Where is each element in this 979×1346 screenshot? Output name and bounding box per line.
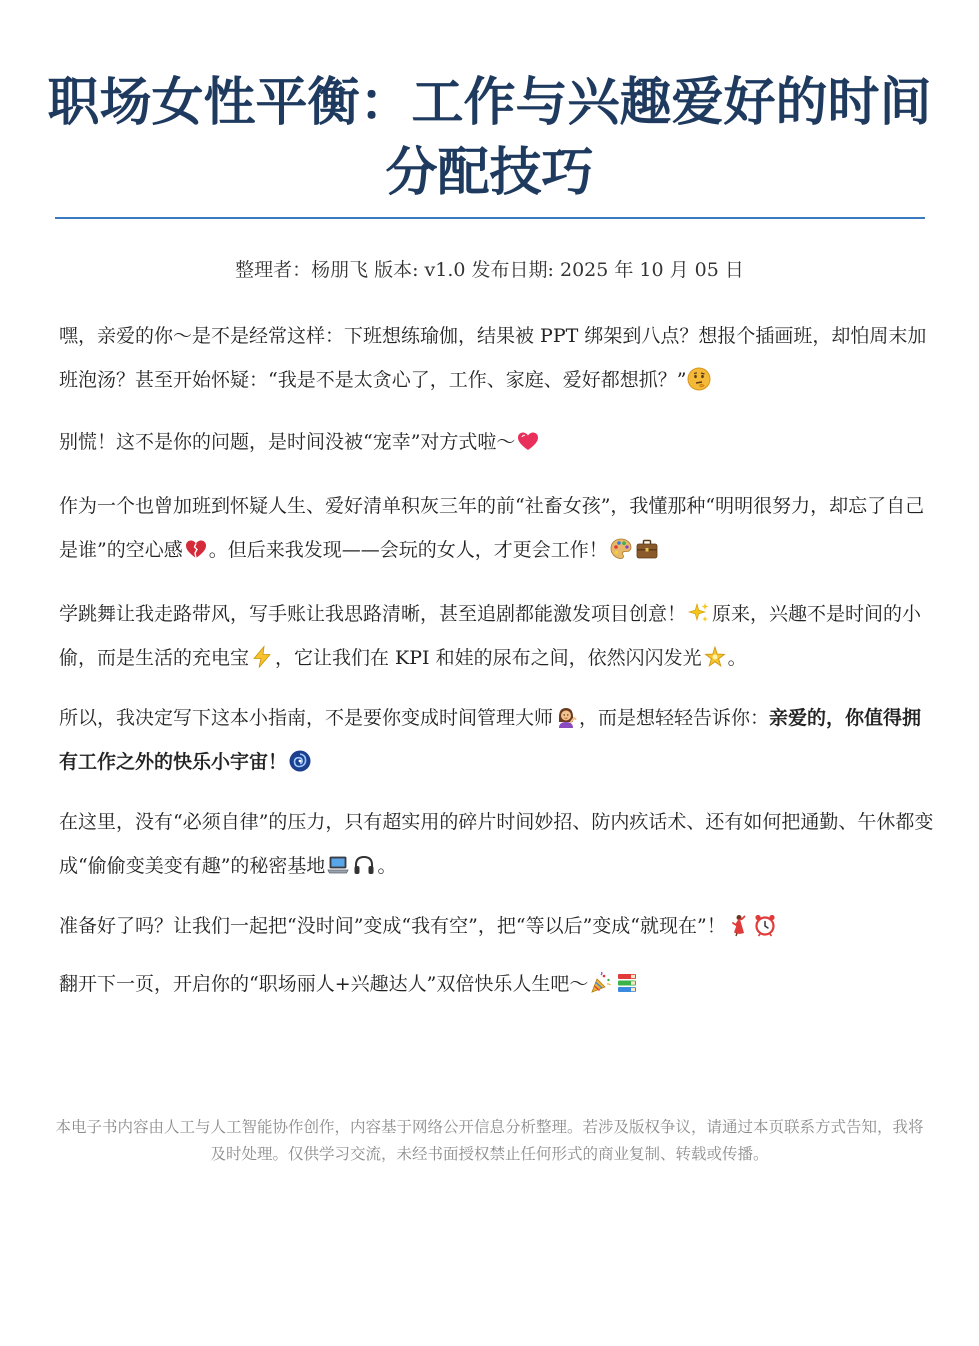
paragraph-8-text: 翻开下一页，开启你的“职场丽人+兴趣达人”双倍快乐人生吧～ [59,973,589,995]
paragraph-6-text-a: 在这里，没有“必须自律”的压力，只有超实用的碎片时间妙招、防内疚话术、还有如何把通勤、午休都变成“偷偷变美变有趣”的秘密基地 [59,811,934,877]
palette-icon [609,537,633,561]
paragraph-4-text-a: 学跳舞让我走路带风，写手账让我思路清晰，甚至追剧都能激发项目创意！ [59,603,687,625]
paragraph-5 [59,696,934,784]
paragraph-2-text: 别慌！这不是你的问题，是时间没被“宠幸”对方式啦～ [59,431,516,453]
paragraph-5-text-b: ，而是想轻轻告诉你： [579,707,770,729]
thinking-face-icon [687,367,711,391]
paragraph-4-text-b: 原来，兴趣不是时间的小偷，而是生活的充电宝 [59,603,922,669]
paragraph-1-text: 嘿，亲爱的你～是不是经常这样：下班想练瑜伽，结果被 PPT 绑架到八点？想报个插画班，却怕周末加班泡汤？甚至开始怀疑：“我是不是太贪心了，工作、家庭、爱好都想抓？” [59,325,927,391]
sparkling-heart-icon [516,429,540,453]
paragraph-5-text-a: 所以，我决定写下这本小指南，不是要你变成时间管理大师 [59,707,554,729]
dancer-icon [727,913,751,937]
title-divider [55,217,925,219]
galaxy-icon [288,749,312,773]
paragraph-1 [59,314,934,402]
paragraph-3-text-a: 作为一个也曾加班到怀疑人生、爱好清单积灰三年的前“社畜女孩”，我懂那种“明明很努力，却忘了自己是谁”的空心感 [59,495,925,561]
books-icon [615,971,639,995]
paragraph-4 [59,592,934,680]
alarm-clock-icon [753,913,777,937]
paragraph-8 [59,962,934,1006]
lightning-icon [250,645,274,669]
paragraph-4-text-c: ，它让我们在 KPI 和娃的尿布之间，依然闪闪发光 [275,647,702,669]
paragraph-5-emphasis: 亲爱的，你值得拥有工作之外的快乐小宇宙！ [59,707,922,773]
paragraph-4-text-d: 。 [727,647,747,669]
paragraph-3 [59,484,934,572]
paragraph-6-text-b: 。 [377,855,397,877]
broken-heart-icon [184,537,208,561]
paragraph-7-text: 准备好了吗？让我们一起把“没时间”变成“我有空”，把“等以后”变成“就现在”！ [59,915,726,937]
sparkles-icon [687,601,711,625]
paragraph-7 [59,904,934,948]
woman-tipping-hand-icon [554,705,578,729]
page-title: 职场女性平衡：工作与兴趣爱好的时间分配技巧 [47,73,932,203]
glowing-star-icon [703,645,727,669]
headphones-icon [352,853,376,877]
party-popper-icon [589,971,613,995]
laptop-icon [326,853,350,877]
briefcase-icon [635,537,659,561]
paragraph-2 [59,420,934,464]
intro-body [59,314,934,1024]
author-version-date: 整理者：杨朋飞 版本: v1.0 发布日期: 2025 年 10 月 05 日 [235,259,744,281]
paragraph-3-text-b: 。但后来我发现——会玩的女人，才更会工作！ [208,539,608,561]
paragraph-6 [59,800,934,888]
copyright-disclaimer: 本电子书内容由人工与人工智能协作创作，内容基于网络公开信息分析整理。若涉及版权争议，请通过本页联系方式告知，我将及时处理。仅供学习交流，未经书面授权禁止任何形式的商业复制、转载或传播。 [55,1118,924,1163]
